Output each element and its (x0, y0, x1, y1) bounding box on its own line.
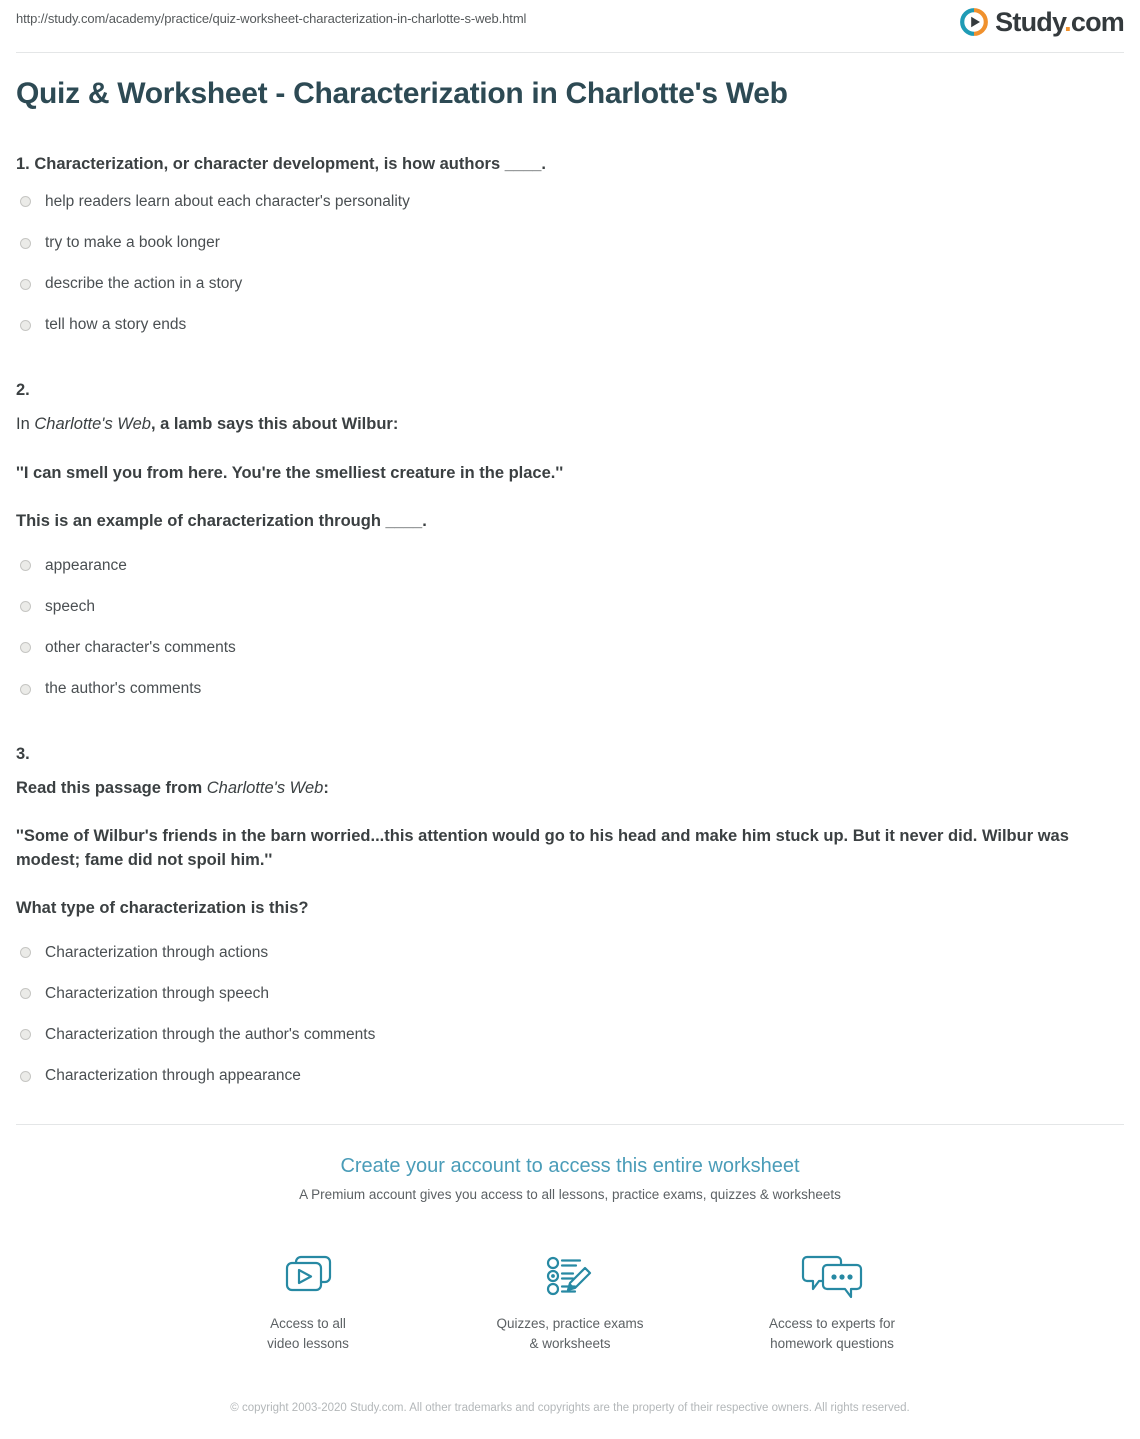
page-title: Quiz & Worksheet - Characterization in Charlotte's Web (16, 77, 788, 110)
logo-wordmark (995, 6, 1124, 37)
create-account-section (16, 1125, 1124, 1353)
feature-label (233, 1314, 383, 1353)
feature-video-lessons (233, 1248, 383, 1353)
logo-word-main: Study (995, 6, 1065, 37)
option-label: help readers learn about each character's personality (45, 192, 410, 210)
radio-button-icon[interactable] (20, 320, 31, 331)
question-2-book-title: Charlotte's Web (34, 415, 151, 434)
question-3-prompt: What type of characterization is this? (16, 899, 309, 918)
feature-label (495, 1314, 645, 1353)
option-row[interactable] (20, 556, 1124, 576)
option-label: appearance (45, 556, 127, 574)
logo-word-tld: com (1070, 6, 1124, 37)
radio-button-icon[interactable] (20, 1071, 31, 1082)
radio-button-icon[interactable] (20, 238, 31, 249)
radio-button-icon[interactable] (20, 988, 31, 999)
question-2-prompt: This is an example of characterization through ____. (16, 512, 427, 531)
video-lessons-icon (233, 1248, 383, 1304)
question-2-number: 2. (16, 381, 30, 400)
radio-button-icon[interactable] (20, 1029, 31, 1040)
feature-label-line-1: Access to experts for (768, 1316, 896, 1332)
feature-label-line-2: homework questions (770, 1335, 894, 1351)
radio-button-icon[interactable] (20, 560, 31, 571)
option-label: speech (45, 597, 95, 615)
option-label: Characterization through appearance (45, 1067, 301, 1085)
question-3 (16, 745, 1124, 1086)
question-3-line-1-prefix: Read this passage from (16, 778, 207, 797)
option-label: describe the action in a story (45, 275, 243, 293)
feature-quizzes (495, 1248, 645, 1353)
feature-label-line-1: Quizzes, practice exams (496, 1316, 644, 1332)
browser-header (0, 0, 1140, 52)
option-row[interactable] (20, 192, 1124, 212)
feature-label-line-2: & worksheets (529, 1335, 611, 1351)
question-2-quote: ''I can smell you from here. You're the smelliest creature in the place.'' (16, 463, 564, 482)
feature-label-line-2: video lessons (267, 1335, 349, 1351)
study-com-logo[interactable] (960, 8, 1124, 36)
radio-button-icon[interactable] (20, 642, 31, 653)
option-label: Characterization through the author's comments (45, 1025, 376, 1043)
question-2-options (20, 556, 1124, 700)
feature-label-line-1: Access to all (270, 1316, 346, 1332)
option-row[interactable] (20, 233, 1124, 253)
feature-label (757, 1314, 907, 1353)
logo-word-dot: . (1064, 6, 1071, 37)
question-3-line-1-suffix: : (323, 778, 329, 797)
option-label: other character's comments (45, 638, 236, 656)
radio-button-icon[interactable] (20, 601, 31, 612)
question-2-line-1-prefix: In (16, 415, 35, 434)
create-account-link[interactable]: Create your account to access this entire worksheet (340, 1155, 800, 1178)
option-row[interactable] (20, 1025, 1124, 1045)
question-1-options (20, 192, 1124, 336)
question-2-line-1-suffix: , a lamb says this about Wilbur: (150, 415, 399, 434)
question-3-book-title: Charlotte's Web (206, 778, 324, 797)
radio-button-icon[interactable] (20, 196, 31, 207)
option-row[interactable] (20, 984, 1124, 1004)
radio-button-icon[interactable] (20, 947, 31, 958)
questions-list (16, 153, 1124, 1087)
radio-button-icon[interactable] (20, 279, 31, 290)
option-label: Characterization through speech (45, 984, 270, 1002)
radio-button-icon[interactable] (20, 684, 31, 695)
option-row[interactable] (20, 1066, 1124, 1086)
play-circle-icon (960, 8, 988, 36)
option-row[interactable] (20, 274, 1124, 294)
question-2-line-1 (16, 413, 1124, 436)
question-3-line-1 (16, 777, 1124, 800)
option-row[interactable] (20, 638, 1124, 658)
question-1-stem: 1. Characterization, or character development, is how authors ____. (16, 154, 547, 173)
option-row[interactable] (20, 315, 1124, 335)
question-1 (16, 153, 1124, 336)
premium-subtitle: A Premium account gives you access to all lessons, practice exams, quizzes & worksheets (299, 1187, 841, 1203)
option-row[interactable] (20, 943, 1124, 963)
option-label: the author's comments (45, 679, 202, 697)
question-2 (16, 381, 1124, 699)
question-3-number: 3. (16, 745, 30, 764)
feature-experts (757, 1248, 907, 1353)
question-3-passage: ''Some of Wilbur's friends in the barn worried...this attention would go to his head and make him stuck up. But it never did. Wilbur was modest; fame did not spoil him.'' (16, 827, 1069, 869)
header-divider (16, 52, 1124, 53)
option-row[interactable] (20, 597, 1124, 617)
option-label: Characterization through actions (45, 943, 269, 961)
features-row (16, 1248, 1124, 1353)
copyright-text: © copyright 2003-2020 Study.com. All other trademarks and copyrights are the property of their respective owners. All rights reserved. (230, 1402, 910, 1415)
quiz-pencil-icon (495, 1248, 645, 1304)
chat-bubbles-icon (757, 1248, 907, 1304)
url-text: http://study.com/academy/practice/quiz-worksheet-characterization-in-charlotte-s-web.html (16, 11, 527, 26)
option-label: tell how a story ends (45, 316, 187, 334)
question-3-options (20, 943, 1124, 1087)
option-label: try to make a book longer (45, 234, 220, 252)
option-row[interactable] (20, 679, 1124, 699)
